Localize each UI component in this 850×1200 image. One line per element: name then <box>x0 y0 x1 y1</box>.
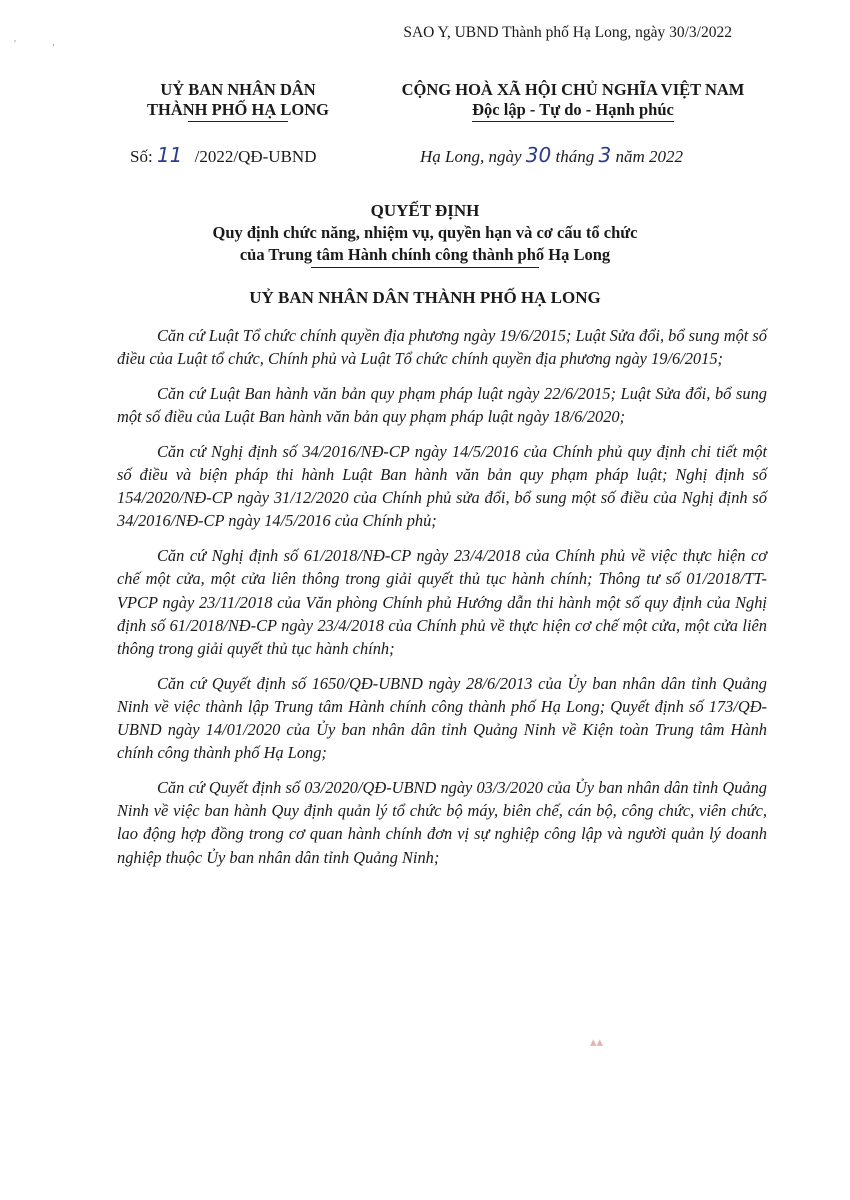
copy-certification-note: SAO Y, UBND Thành phố Hạ Long, ngày 30/3/2022 <box>403 24 732 41</box>
legal-basis-paragraph: Căn cứ Luật Ban hành văn bản quy phạm pháp luật ngày 22/6/2015; Luật Sửa đổi, bổ sung một số điều của Luật Ban hành văn bản quy phạm pháp luật ngày 18/6/2020; <box>117 383 767 427</box>
place-and-date <box>420 143 683 167</box>
handwritten-number: 11 <box>156 143 183 167</box>
issuing-agency <box>118 80 358 122</box>
national-header <box>374 80 772 122</box>
year-label: năm 2022 <box>615 147 683 166</box>
legal-basis-paragraph: Căn cứ Nghị định số 61/2018/NĐ-CP ngày 23/4/2018 của Chính phủ về việc thực hiện cơ chế một cửa, một cửa liên thông trong giải quyết thủ tục hành chính; Thông tư số 01/2018/TT-VPCP ngày 23/11/2018 của Văn phòng Chính phủ Hướng dẫn thi hành một số quy định của Nghị định số 61/2018/NĐ-CP ngày 23/4/2018 của Chính phủ về thực hiện cơ chế một cửa, một cửa liên thông trong giải quyết thủ tục hành chính; <box>117 546 767 658</box>
number-prefix: Số: <box>130 147 153 166</box>
scan-speck: , <box>52 36 55 48</box>
document-number <box>130 143 316 167</box>
faded-stamp-mark: ▴▴ <box>590 1034 604 1049</box>
handwritten-day: 30 <box>525 143 552 167</box>
scan-speck: ' <box>14 38 16 50</box>
agency-underline <box>188 121 288 122</box>
issuing-authority: UỶ BAN NHÂN DÂN THÀNH PHỐ HẠ LONG <box>249 288 601 307</box>
number-suffix: /2022/QĐ-UBND <box>194 147 317 166</box>
handwritten-month: 3 <box>598 143 612 167</box>
legal-basis-paragraph: Căn cứ Quyết định số 1650/QĐ-UBND ngày 28/6/2013 của Ủy ban nhân dân tỉnh Quảng Ninh về việc thành lập Trung tâm Hành chính công thành phố Hạ Long; Quyết định số 173/QĐ-UBND ngày 14/01/2020 của Ủy ban nhân dân tỉnh Quảng Ninh về Kiện toàn Trung tâm Hành chính công thành phố Hạ Long; <box>117 673 767 763</box>
decision-title-block <box>118 200 732 268</box>
title-underline <box>311 267 539 268</box>
month-label: tháng <box>555 147 595 166</box>
agency-line-2: THÀNH PHỐ HẠ LONG <box>147 100 329 119</box>
legal-basis-section <box>117 324 767 880</box>
date-prefix: Hạ Long, ngày <box>420 147 522 166</box>
legal-basis-paragraph: Căn cứ Quyết định số 03/2020/QĐ-UBND ngày 03/3/2020 của Ủy ban nhân dân tỉnh Quảng Ninh về việc ban hành Quy định quản lý tổ chức bộ máy, biên chế, cán bộ, công chức, viên chức, lao động hợp đồng trong cơ quan hành chính đơn vị sự nghiệp công lập và người quản lý doanh nghiệp thuộc Ủy ban nhân dân tỉnh Quảng Ninh; <box>117 777 767 867</box>
national-title: CỘNG HOÀ XÃ HỘI CHỦ NGHĨA VIỆT NAM <box>401 80 745 99</box>
decision-heading: QUYẾT ĐỊNH <box>370 201 480 220</box>
national-motto: Độc lập - Tự do - Hạnh phúc <box>472 100 674 122</box>
decision-subject-line-1: Quy định chức năng, nhiệm vụ, quyền hạn và cơ cấu tổ chức <box>212 223 638 242</box>
legal-basis-paragraph: Căn cứ Nghị định số 34/2016/NĐ-CP ngày 14/5/2016 của Chính phủ quy định chi tiết một số điều và biện pháp thi hành Luật Ban hành văn bản quy phạm pháp luật; Nghị định số 154/2020/NĐ-CP ngày 31/12/2020 của Chính phủ sửa đổi, bổ sung một số điều của Nghị định số 34/2016/NĐ-CP ngày 14/5/2016 của Chính phủ; <box>117 441 767 531</box>
decision-subject-line-2: của Trung tâm Hành chính công thành phố Hạ Long <box>239 245 611 264</box>
legal-basis-paragraph: Căn cứ Luật Tổ chức chính quyền địa phương ngày 19/6/2015; Luật Sửa đổi, bổ sung một số điều của Luật tổ chức, Chính phủ và Luật Tổ chức chính quyền địa phương ngày 19/6/2015; <box>117 326 767 369</box>
agency-line-1: UỶ BAN NHÂN DÂN <box>160 80 316 99</box>
